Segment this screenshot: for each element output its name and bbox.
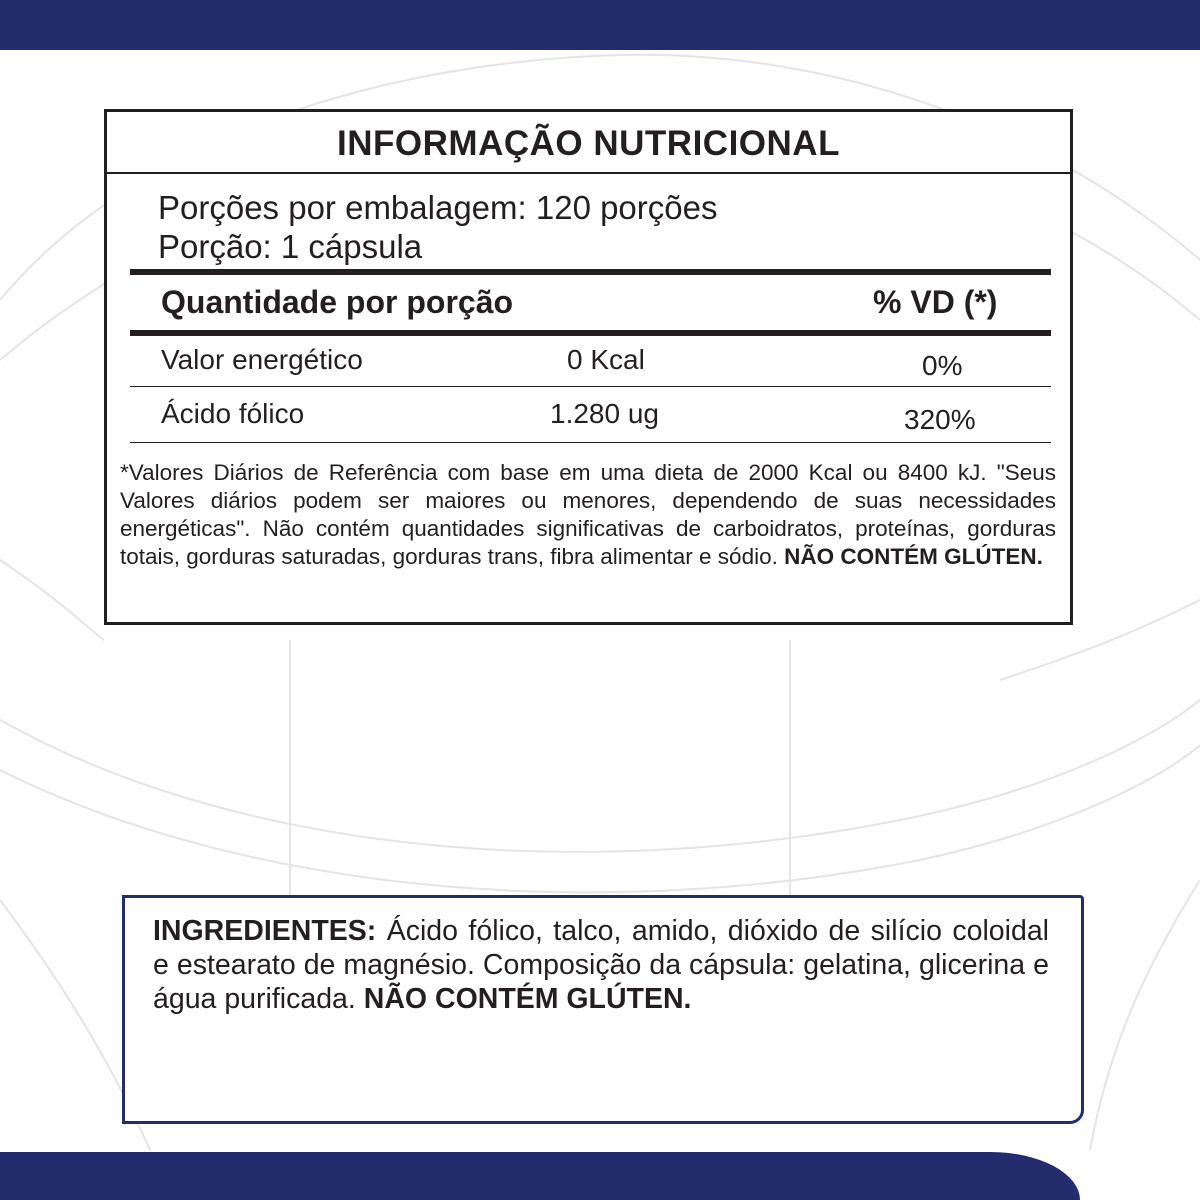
row-name: Ácido fólico <box>161 398 305 429</box>
header-quantity: Quantidade por porção <box>161 284 514 320</box>
serving-info <box>158 188 718 266</box>
thick-divider-top <box>130 269 1051 275</box>
servings-per-package: Porções por embalagem: 120 porções <box>158 189 718 226</box>
bottom-brand-bar <box>0 1152 1080 1200</box>
ingredients-box <box>122 895 1084 1124</box>
ingredients-text <box>153 914 1049 1016</box>
thick-divider-bottom <box>130 330 1051 336</box>
nutrition-facts-table <box>104 109 1073 625</box>
ingredients-gluten-notice: NÃO CONTÉM GLÚTEN. <box>363 983 692 1015</box>
row-divider <box>130 386 1051 387</box>
row-amount: 1.280 ug <box>550 398 659 429</box>
row-divider <box>130 442 1051 443</box>
row-name: Valor energético <box>161 344 363 375</box>
top-brand-bar <box>0 0 1200 50</box>
nutrition-title: INFORMAÇÃO NUTRICIONAL <box>107 112 1070 174</box>
footnote-text: *Valores Diários de Referência com base em uma dieta de 2000 Kcal ou 8400 kJ. "Seus Valores diários podem ser maiores ou menores, dependendo de suas necessidades energéticas". Não contém quantidades significativas de carboidratos, proteínas, gorduras totais, gorduras saturadas, gorduras trans, fibra alimentar e sódio. <box>120 460 1056 569</box>
header-daily-value: % VD (*) <box>873 284 998 320</box>
ingredients-list: Ácido fólico, talco, amido, dióxido de silício coloidal e estearato de magnésio. Composição da cápsula: gelatina, glicerina e água purificada. <box>153 915 1050 1015</box>
row-dv: 0% <box>922 350 963 381</box>
row-dv: 320% <box>904 404 976 435</box>
serving-size: Porção: 1 cápsula <box>158 228 423 265</box>
nutrition-footnote <box>120 459 1056 571</box>
ingredients-label: INGREDIENTES: <box>153 915 377 947</box>
gluten-free-notice: NÃO CONTÉM GLÚTEN. <box>784 544 1043 569</box>
row-amount: 0 Kcal <box>567 344 645 375</box>
